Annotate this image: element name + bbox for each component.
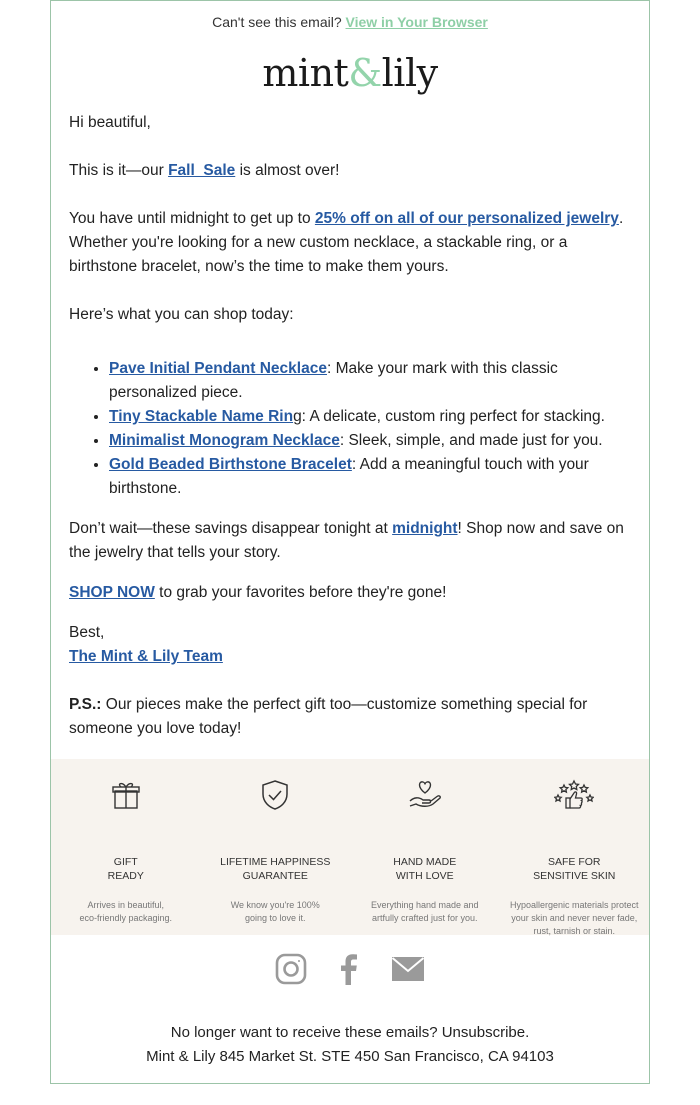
feature-title-line: GIFT bbox=[113, 856, 138, 868]
feature-title bbox=[201, 855, 351, 883]
ps-paragraph bbox=[69, 693, 631, 741]
instagram-icon[interactable] bbox=[275, 953, 307, 990]
feature-hand-made bbox=[350, 759, 500, 935]
list-item bbox=[109, 429, 631, 453]
feature-title-line: HAND MADE bbox=[393, 856, 457, 868]
product-link-monogram-necklace[interactable]: Minimalist Monogram Necklace bbox=[109, 432, 340, 449]
midnight-link[interactable]: midnight bbox=[392, 520, 458, 537]
feature-desc bbox=[500, 899, 650, 938]
shop-intro: Here’s what you can shop today: bbox=[69, 306, 294, 323]
list-item bbox=[109, 357, 631, 405]
email-container bbox=[50, 0, 650, 1084]
feature-lifetime-guarantee bbox=[201, 759, 351, 935]
feature-desc-line: Everything hand made and bbox=[370, 900, 479, 910]
cant-see-text: Can't see this email? bbox=[212, 14, 342, 30]
shield-check-icon bbox=[201, 775, 351, 815]
feature-desc-line: Hypoallergenic materials protect bbox=[509, 900, 639, 910]
greeting: Hi beautiful, bbox=[69, 114, 151, 131]
intro-text-post: is almost over! bbox=[235, 162, 340, 179]
logo-ampersand: & bbox=[348, 51, 382, 95]
offer-paragraph bbox=[69, 207, 631, 279]
unsubscribe-text[interactable]: No longer want to receive these emails? Unsubscribe. bbox=[170, 1024, 530, 1041]
ps-label: P.S.: bbox=[69, 696, 102, 713]
urgency-text-post: ! Shop now and save on the jewelry that tells your story. bbox=[69, 520, 624, 561]
fall-sale-link[interactable]: Fall Sale bbox=[168, 162, 236, 179]
team-link[interactable]: The Mint & Lily Team bbox=[69, 648, 223, 665]
view-in-browser-link[interactable]: View in Your Browser bbox=[345, 14, 488, 30]
feature-title bbox=[350, 855, 500, 883]
feature-desc bbox=[51, 899, 201, 925]
feature-desc-line: going to love it. bbox=[244, 913, 306, 923]
intro-text-pre: This is it—our bbox=[69, 162, 169, 179]
gift-icon bbox=[51, 775, 201, 815]
feature-desc-line: rust, tarnish or stain. bbox=[533, 926, 616, 936]
mail-icon[interactable] bbox=[391, 956, 425, 987]
feature-title-line: GUARANTEE bbox=[242, 870, 308, 882]
offer-link[interactable]: 25% off on all of our personalized jewelry bbox=[314, 210, 619, 227]
social-links bbox=[51, 951, 649, 991]
feature-desc-line: artfully crafted just for you. bbox=[371, 913, 478, 923]
view-in-browser-bar bbox=[51, 1, 649, 41]
feature-desc-line: We know you're 100% bbox=[230, 900, 320, 910]
urgency-text-pre: Don’t wait—these savings disappear tonight at bbox=[69, 520, 393, 537]
product-link-name-ring[interactable]: Tiny Stackable Name Rin bbox=[109, 408, 294, 425]
feature-title-line: WITH LOVE bbox=[395, 870, 454, 882]
features-strip bbox=[51, 759, 649, 935]
product-link-birthstone-bracelet[interactable]: Gold Beaded Birthstone Bracelet bbox=[109, 456, 352, 473]
feature-sensitive-skin bbox=[500, 759, 650, 935]
feature-desc-line: Arrives in beautiful, bbox=[87, 900, 165, 910]
feature-title-line: SENSITIVE SKIN bbox=[533, 870, 616, 882]
feature-title bbox=[500, 855, 650, 883]
feature-desc-line: your skin and never never fade, bbox=[511, 913, 638, 923]
list-item bbox=[109, 453, 631, 501]
shop-now-link[interactable]: SHOP NOW bbox=[69, 584, 155, 601]
thumbs-up-stars-icon bbox=[500, 775, 650, 815]
feature-desc-line: eco-friendly packaging. bbox=[79, 913, 173, 923]
hand-heart-icon bbox=[350, 775, 500, 815]
product-desc: : Sleek, simple, and made just for you. bbox=[339, 432, 603, 449]
email-footer bbox=[51, 1021, 649, 1069]
feature-title bbox=[51, 855, 201, 883]
urgency-paragraph bbox=[69, 517, 631, 565]
cta-text-post: to grab your favorites before they're gone! bbox=[154, 584, 447, 601]
company-address: Mint & Lily 845 Market St. STE 450 San Francisco, CA 94103 bbox=[146, 1048, 554, 1065]
product-desc: : Add a meaningful touch with your birthstone. bbox=[109, 456, 589, 497]
product-list bbox=[69, 357, 631, 501]
product-desc: g: A delicate, custom ring perfect for stacking. bbox=[293, 408, 605, 425]
offer-text-pre: You have until midnight to get up to bbox=[69, 210, 315, 227]
facebook-icon[interactable] bbox=[337, 953, 361, 990]
product-link-pave-necklace[interactable]: Pave Initial Pendant Necklace bbox=[109, 360, 327, 377]
team-signature bbox=[69, 645, 631, 669]
feature-desc bbox=[350, 899, 500, 925]
product-desc: : Make your mark with this classic personalized piece. bbox=[109, 360, 558, 401]
feature-gift-ready bbox=[51, 759, 201, 935]
logo-part-lily: lily bbox=[381, 51, 438, 95]
list-item bbox=[109, 405, 631, 429]
intro-paragraph bbox=[69, 159, 631, 183]
feature-title-line: SAFE FOR bbox=[547, 856, 601, 868]
feature-desc bbox=[201, 899, 351, 925]
offer-text-post: . Whether you're looking for a new custom necklace, a stackable ring, or a birthstone bracelet, now’s the time to make them yours. bbox=[69, 210, 624, 275]
feature-title-line: READY bbox=[107, 870, 144, 882]
brand-logo[interactable] bbox=[51, 51, 649, 111]
logo-part-mint: mint bbox=[262, 51, 349, 95]
feature-title-line: LIFETIME HAPPINESS bbox=[220, 856, 331, 868]
cta-paragraph bbox=[69, 581, 631, 605]
ps-text: Our pieces make the perfect gift too—customize something special for someone you love today! bbox=[69, 696, 588, 737]
email-body bbox=[51, 111, 649, 741]
signoff: Best, bbox=[69, 624, 105, 641]
